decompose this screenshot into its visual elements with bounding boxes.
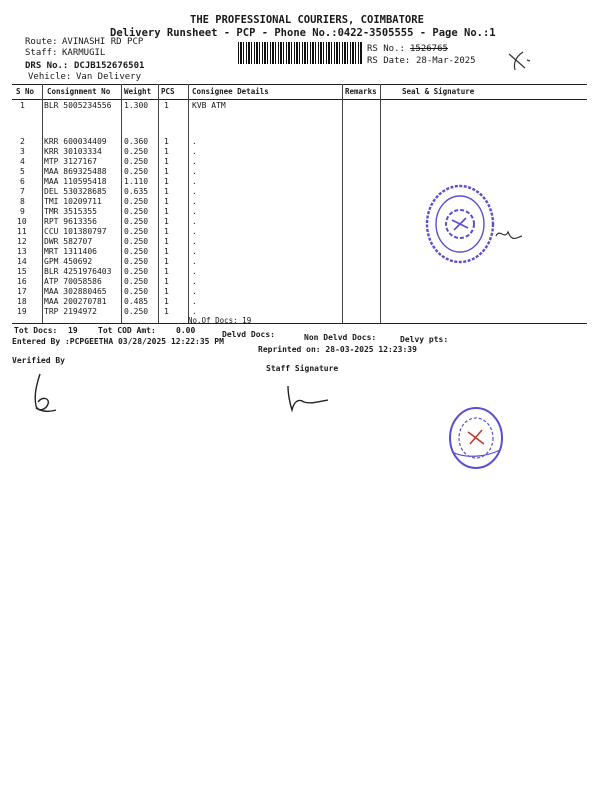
col-divider (342, 84, 343, 323)
row-consignment: BLR 5005234556 (44, 101, 112, 110)
row-sno: 9 (20, 207, 25, 216)
col-divider (42, 84, 43, 323)
row-consignment: CCU 101380797 (44, 227, 107, 236)
non-delvd-label: Non Delvd Docs: (304, 333, 377, 342)
row-consignment: BLR 4251976403 (44, 267, 112, 276)
row-consignment: MAA 200270781 (44, 297, 107, 306)
row-sno: 3 (20, 147, 25, 156)
row-weight: 0.250 (124, 207, 149, 216)
drs-label: DRS No.: (25, 61, 69, 71)
row-consignee: . (192, 177, 197, 186)
row-consignment: RPT 9613356 (44, 217, 97, 226)
seal-stamp-icon (418, 180, 530, 272)
row-weight: 0.250 (124, 217, 149, 226)
row-consignment: TMI 10209711 (44, 197, 102, 206)
row-consignee: . (192, 157, 197, 166)
row-pcs: 1 (164, 197, 169, 206)
col-header-consignment: Consignment No (47, 87, 111, 96)
row-weight: 1.110 (124, 177, 149, 186)
row-pcs: 1 (164, 147, 169, 156)
delvd-docs-label: Delvd Docs: (222, 330, 275, 339)
row-sno: 15 (17, 267, 27, 276)
col-divider (121, 84, 122, 323)
staff-label: Staff: (25, 48, 58, 58)
row-weight: 0.250 (124, 157, 149, 166)
vehicle-label: Vehicle: (28, 72, 72, 82)
row-consignee: . (192, 147, 197, 156)
row-consignee: . (192, 287, 197, 296)
row-pcs: 1 (164, 267, 169, 276)
row-pcs: 1 (164, 101, 169, 110)
barcode (238, 42, 362, 64)
rs-no-label: RS No.: (367, 44, 405, 54)
row-sno: 10 (17, 217, 27, 226)
row-consignee: . (192, 277, 197, 286)
table-bottom-border (12, 323, 587, 324)
row-sno: 8 (20, 197, 25, 206)
row-sno: 5 (20, 167, 25, 176)
reprinted-on: Reprinted on: 28-03-2025 12:23:39 (258, 345, 417, 354)
row-consignee: . (192, 137, 197, 146)
row-consignee: . (192, 237, 197, 246)
verifier-signature-icon (26, 370, 60, 416)
row-consignee: . (192, 257, 197, 266)
row-weight: 0.635 (124, 187, 149, 196)
row-consignment: DEL 530328685 (44, 187, 107, 196)
row-consignee: . (192, 247, 197, 256)
route-value: AVINASHI RD PCP (62, 37, 144, 47)
row-pcs: 1 (164, 297, 169, 306)
row-weight: 0.250 (124, 227, 149, 236)
row-weight: 0.250 (124, 267, 149, 276)
row-sno: 17 (17, 287, 27, 296)
row-consignee: . (192, 307, 197, 316)
row-sno: 6 (20, 177, 25, 186)
row-consignment: DWR 582707 (44, 237, 93, 246)
col-divider (158, 84, 159, 323)
no-of-docs: No.Of Docs: 19 (188, 316, 252, 325)
row-consignee: . (192, 267, 197, 276)
col-header-consignee: Consignee Details (192, 87, 269, 96)
row-pcs: 1 (164, 287, 169, 296)
tot-cod-label: Tot COD Amt: (98, 326, 156, 335)
office-stamp-icon (444, 402, 508, 476)
handwritten-mark (505, 48, 533, 74)
row-weight: 0.250 (124, 167, 149, 176)
row-sno: 7 (20, 187, 25, 196)
row-consignment: GPM 450692 (44, 257, 93, 266)
rs-date-value: 28-Mar-2025 (416, 56, 476, 66)
row-pcs: 1 (164, 227, 169, 236)
row-pcs: 1 (164, 167, 169, 176)
company-name: THE PROFESSIONAL COURIERS, COIMBATORE (190, 14, 424, 26)
row-consignment: KRR 600034409 (44, 137, 107, 146)
row-consignment: TMR 3515355 (44, 207, 97, 216)
row-sno: 11 (17, 227, 27, 236)
row-sno: 16 (17, 277, 27, 286)
delvy-pts-label: Delvy pts: (400, 335, 449, 344)
tot-docs-label: Tot Docs: (14, 326, 58, 335)
row-pcs: 1 (164, 237, 169, 246)
row-sno: 13 (17, 247, 27, 256)
row-consignment: MAA 869325488 (44, 167, 107, 176)
tot-cod-value: 0.00 (176, 326, 196, 335)
col-header-sno: S No (16, 87, 35, 96)
row-weight: 0.250 (124, 307, 149, 316)
row-consignee: . (192, 207, 197, 216)
row-consignee: . (192, 187, 197, 196)
row-weight: 0.250 (124, 257, 149, 266)
row-pcs: 1 (164, 177, 169, 186)
col-header-remarks: Remarks (345, 87, 377, 96)
row-pcs: 1 (164, 157, 169, 166)
row-consignee: . (192, 167, 197, 176)
table-top-border (12, 84, 587, 85)
row-weight: 0.250 (124, 237, 149, 246)
rs-date-label: RS Date: (367, 56, 411, 66)
row-pcs: 1 (164, 307, 169, 316)
row-consignment: MAA 110595418 (44, 177, 107, 186)
row-consignment: MAA 302880465 (44, 287, 107, 296)
row-pcs: 1 (164, 217, 169, 226)
row-weight: 0.485 (124, 297, 149, 306)
row-consignee: . (192, 217, 197, 226)
row-consignment: TRP 2194972 (44, 307, 97, 316)
row-sno: 18 (17, 297, 27, 306)
row-sno: 2 (20, 137, 25, 146)
row-consignee: . (192, 297, 197, 306)
col-header-weight: Weight (124, 87, 152, 96)
row-sno: 19 (17, 307, 27, 316)
entered-by: Entered By :PCPGEETHA 03/28/2025 12:22:35 PM (12, 337, 224, 346)
row-consignment: MTP 3127167 (44, 157, 97, 166)
row-sno: 4 (20, 157, 25, 166)
staff-value: KARMUGIL (62, 48, 106, 58)
row-consignment: MRT 1311406 (44, 247, 97, 256)
col-header-seal: Seal & Signature (402, 87, 475, 96)
row-pcs: 1 (164, 257, 169, 266)
col-divider (188, 84, 189, 323)
row-consignee: . (192, 227, 197, 236)
row-weight: 0.250 (124, 277, 149, 286)
row-weight: 0.250 (124, 147, 149, 156)
row-weight: 0.250 (124, 247, 149, 256)
route-label: Route: (25, 37, 58, 47)
staff-signature-icon (282, 380, 332, 414)
row-pcs: 1 (164, 207, 169, 216)
tot-docs-value: 19 (68, 326, 78, 335)
col-divider (380, 84, 381, 323)
row-sno: 12 (17, 237, 27, 246)
row-consignee: . (192, 197, 197, 206)
row-weight: 1.300 (124, 101, 149, 110)
row-pcs: 1 (164, 277, 169, 286)
rs-no-value: 1526765 (410, 44, 448, 54)
row-pcs: 1 (164, 247, 169, 256)
row-pcs: 1 (164, 187, 169, 196)
staff-signature-label: Staff Signature (266, 364, 339, 373)
row-consignment: ATP 70058586 (44, 277, 102, 286)
vehicle-value: Van Delivery (76, 72, 142, 82)
row-weight: 0.360 (124, 137, 149, 146)
drs-value: DCJB152676501 (74, 61, 145, 71)
row-sno: 14 (17, 257, 27, 266)
row-pcs: 1 (164, 137, 169, 146)
verified-by: Verified By (12, 356, 65, 365)
row-sno: 1 (20, 101, 25, 110)
row-weight: 0.250 (124, 197, 149, 206)
row-weight: 0.250 (124, 287, 149, 296)
row-consignee: KVB ATM (192, 101, 226, 110)
col-header-pcs: PCS (161, 87, 175, 96)
sheet-title: Delivery Runsheet - PCP - Phone No.:0422-3505555 - Page No.:1 (110, 27, 496, 39)
row-consignment: KRR 30103334 (44, 147, 102, 156)
table-header-border (12, 99, 587, 100)
